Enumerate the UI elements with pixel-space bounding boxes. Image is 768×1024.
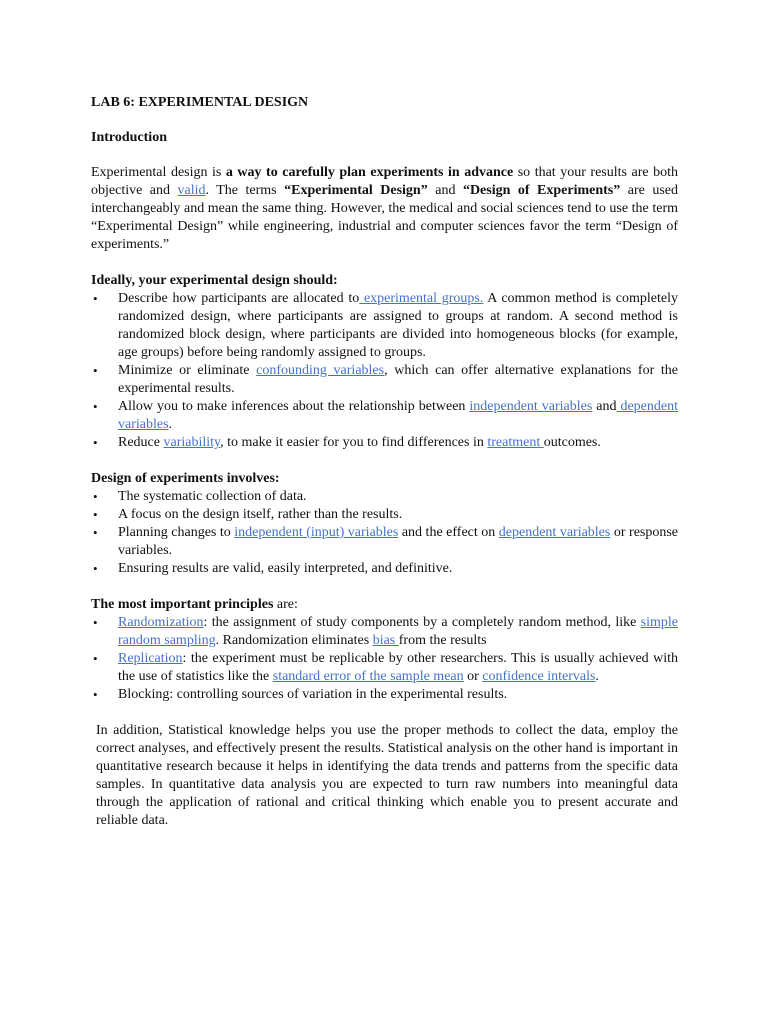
text-link[interactable]: Randomization xyxy=(118,615,204,630)
bullet-item xyxy=(91,686,678,704)
text-run: . xyxy=(595,669,599,684)
text-run: Describe how participants are allocated to xyxy=(118,291,360,306)
principles-list xyxy=(91,614,678,704)
text-run: , to make it easier for you to find differences in xyxy=(220,435,488,450)
text-run: so that your results are both objective and xyxy=(91,165,678,198)
ideal-design-list xyxy=(91,290,678,452)
text-link[interactable]: variability xyxy=(163,435,221,450)
text-run: , which can offer alternative explanations for the experimental results. xyxy=(118,363,678,396)
text-run: . The terms xyxy=(205,183,285,198)
closing-paragraph: In addition, Statistical knowledge helps you use the proper methods to collect the data, employ the correct analyses, and effectively present the results. Statistical analysis on the other hand is important in quantitative research because it helps in identifying the data trends and patterns from the specific data samples. In quantitative data analysis you are expected to turn raw numbers into meaningful data through the application of rational and critical thinking which enable you to present accurate and reliable data. xyxy=(96,723,678,828)
bullet-item xyxy=(91,362,678,398)
text-run: are: xyxy=(273,597,298,612)
text-link[interactable]: valid xyxy=(177,183,206,198)
text-run: The systematic collection of data. xyxy=(118,489,307,504)
text-run: . xyxy=(168,417,173,432)
text-run: and the effect on xyxy=(398,525,499,540)
bold-text: a way to carefully plan experiments in advance xyxy=(225,165,514,180)
bullet-item xyxy=(91,506,678,524)
text-run: or xyxy=(463,669,483,684)
text-run: and xyxy=(592,399,617,414)
text-link[interactable]: bias xyxy=(372,633,399,648)
text-link[interactable]: dependent variables xyxy=(498,525,611,540)
text-run: outcomes. xyxy=(543,435,601,450)
text-run: or response variables. xyxy=(118,525,679,558)
document-page xyxy=(91,94,678,830)
design-of-experiments-list xyxy=(91,488,678,578)
text-run: Planning changes to xyxy=(118,525,235,540)
text-link[interactable]: independent (input) variables xyxy=(234,525,399,540)
bullet-item xyxy=(91,398,678,434)
text-link[interactable]: treatment xyxy=(487,435,544,450)
text-run: . Randomization eliminates xyxy=(215,633,373,648)
text-run: from the results xyxy=(398,633,487,648)
text-run: : the assignment of study components by a completely random method, like xyxy=(203,615,641,630)
text-run: : the experiment must be replicable by other researchers. This is usually achieved with the use of statistics like the xyxy=(118,651,678,684)
bold-text: “Experimental Design” xyxy=(284,183,428,198)
text-run: Blocking: controlling sources of variation in the experimental results. xyxy=(118,687,508,702)
introduction-heading: Introduction xyxy=(91,130,167,145)
text-link[interactable]: dependent variables xyxy=(118,399,678,432)
text-run: Experimental design is xyxy=(91,165,226,180)
text-run: A focus on the design itself, rather than the results. xyxy=(118,507,403,522)
text-run: A common method is completely randomized design, where participants are assigned to groups at random. A second method is randomized block design, where participants are divided into homogeneous blocks (for example, age groups) before being randomly assigned to groups. xyxy=(118,291,678,360)
text-link[interactable]: confidence intervals xyxy=(482,669,596,684)
bullet-item xyxy=(91,560,678,578)
bullet-item xyxy=(91,290,678,362)
introduction-paragraph xyxy=(91,164,678,254)
design-of-experiments-heading: Design of experiments involves: xyxy=(91,471,280,486)
text-run: Reduce xyxy=(118,435,164,450)
lab-title: LAB 6: EXPERIMENTAL DESIGN xyxy=(91,95,309,110)
text-link[interactable]: confounding variables xyxy=(256,363,385,378)
text-link[interactable]: simple random sampling xyxy=(118,615,678,648)
bold-text: “Design of Experiments” xyxy=(462,183,621,198)
text-link[interactable]: independent variables xyxy=(469,399,593,414)
text-run: and xyxy=(427,183,463,198)
bullet-item xyxy=(91,650,678,686)
text-link[interactable]: experimental groups. xyxy=(359,291,484,306)
text-run: Minimize or eliminate xyxy=(118,363,257,378)
text-run: are used interchangeably and mean the same thing. However, the medical and social sciences tend to use the term “Experimental Design” while engineering, industrial and computer sciences favor the term “Design of experiments.” xyxy=(91,183,678,252)
text-link[interactable]: Replication xyxy=(118,651,183,666)
ideal-design-heading: Ideally, your experimental design should: xyxy=(91,273,338,288)
bold-text: The most important principles xyxy=(91,597,274,612)
text-run: Allow you to make inferences about the relationship between xyxy=(118,399,470,414)
bullet-item xyxy=(91,524,678,560)
bullet-item xyxy=(91,488,678,506)
text-run: Ensuring results are valid, easily interpreted, and definitive. xyxy=(118,561,453,576)
bullet-item xyxy=(91,434,678,452)
bullet-item xyxy=(91,614,678,650)
text-link[interactable]: standard error of the sample mean xyxy=(272,669,464,684)
principles-heading xyxy=(91,596,678,614)
